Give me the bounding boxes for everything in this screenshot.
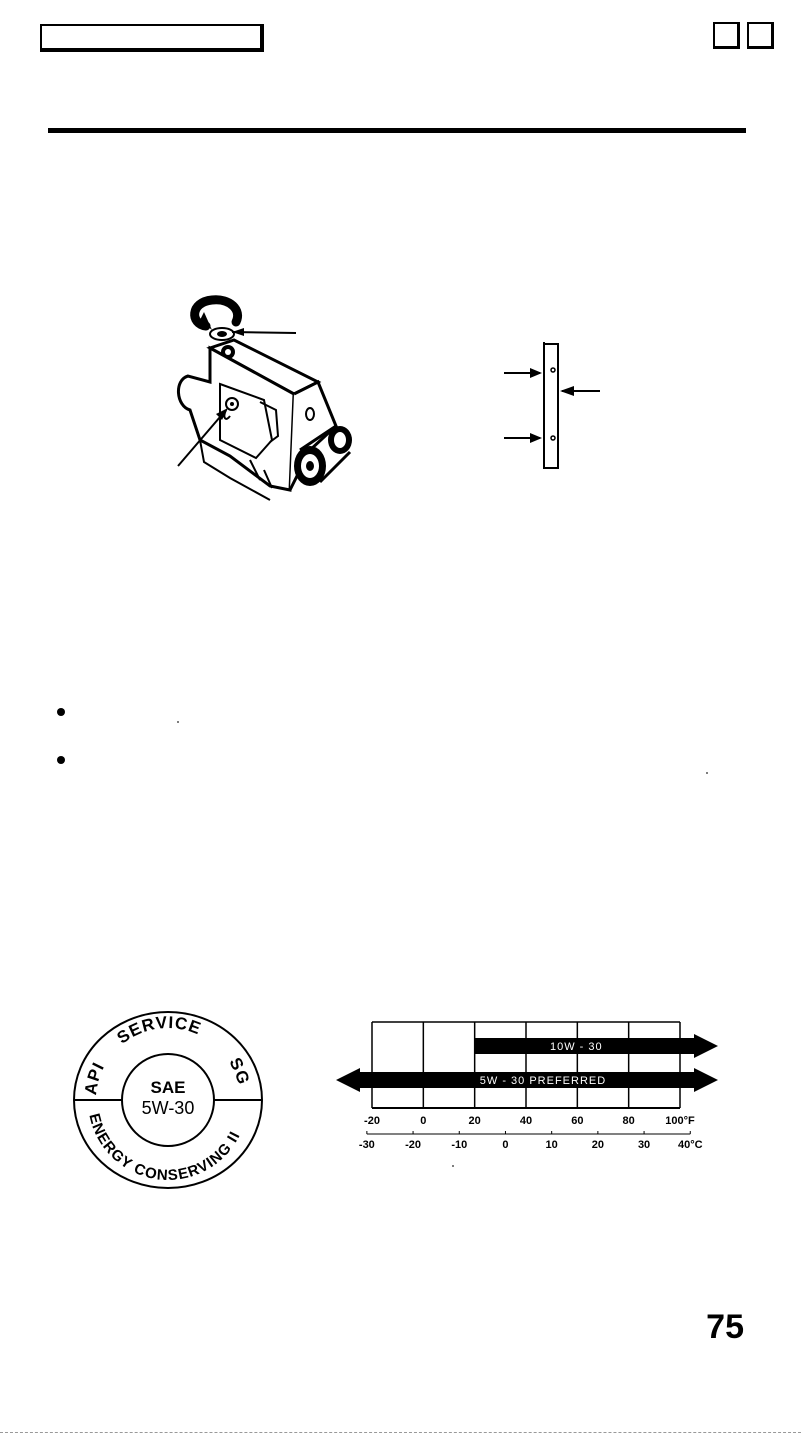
dipstick-illustration — [500, 340, 610, 475]
c-tick-label: 10 — [545, 1139, 558, 1151]
series-label: 5W - 30 PREFERRED — [479, 1075, 607, 1087]
series-arrow-right — [694, 1034, 718, 1058]
f-tick-label: 100°F — [665, 1115, 695, 1127]
f-tick-label: 0 — [420, 1115, 427, 1127]
f-tick-label: -20 — [364, 1115, 380, 1127]
c-tick-label: -30 — [358, 1139, 375, 1151]
speck — [452, 1165, 454, 1167]
series-bar — [336, 1068, 718, 1092]
header-box — [40, 24, 264, 52]
api-service-badge — [68, 1008, 268, 1192]
speck — [177, 721, 179, 723]
badge-top-center: SERVICE — [113, 1012, 204, 1048]
c-tick-label: 20 — [591, 1139, 604, 1151]
chart-bars — [336, 1034, 718, 1092]
f-tick-label: 40 — [519, 1115, 533, 1127]
c-tick-label: 40°C — [677, 1139, 703, 1151]
badge-top-left: API — [81, 1058, 109, 1097]
c-tick-label: 0 — [502, 1139, 509, 1151]
page-number: 75 — [706, 1308, 744, 1346]
bullet-2 — [57, 756, 65, 764]
c-tick-label: -20 — [405, 1139, 422, 1151]
badge-bottom: ENERGY CONSERVING II — [85, 1111, 244, 1185]
fahrenheit-axis — [364, 1115, 695, 1127]
f-tick-label: 80 — [622, 1115, 635, 1127]
speck — [706, 772, 708, 774]
engine-illustration — [160, 290, 370, 505]
f-tick-label: 60 — [571, 1115, 584, 1127]
header-square-left — [713, 22, 740, 49]
header-square-right — [747, 22, 774, 49]
title-rule — [48, 128, 746, 133]
bullet-1 — [57, 708, 65, 716]
badge-center-line2: 5W-30 — [141, 1098, 195, 1118]
badge-center-line1: SAE — [150, 1078, 186, 1097]
series-label: 10W - 30 — [550, 1041, 603, 1053]
series-bar — [475, 1034, 718, 1058]
celsius-axis — [359, 1131, 703, 1151]
series-arrow-right — [694, 1068, 718, 1092]
c-tick-label: 30 — [637, 1139, 651, 1151]
chart-grid — [372, 1022, 680, 1108]
page-bottom-edge — [0, 1432, 801, 1433]
viscosity-chart — [330, 1018, 730, 1168]
badge-top-right: SG — [225, 1054, 254, 1088]
f-tick-label: 20 — [468, 1115, 481, 1127]
series-arrow-left — [336, 1068, 360, 1092]
c-tick-label: -10 — [451, 1139, 468, 1151]
